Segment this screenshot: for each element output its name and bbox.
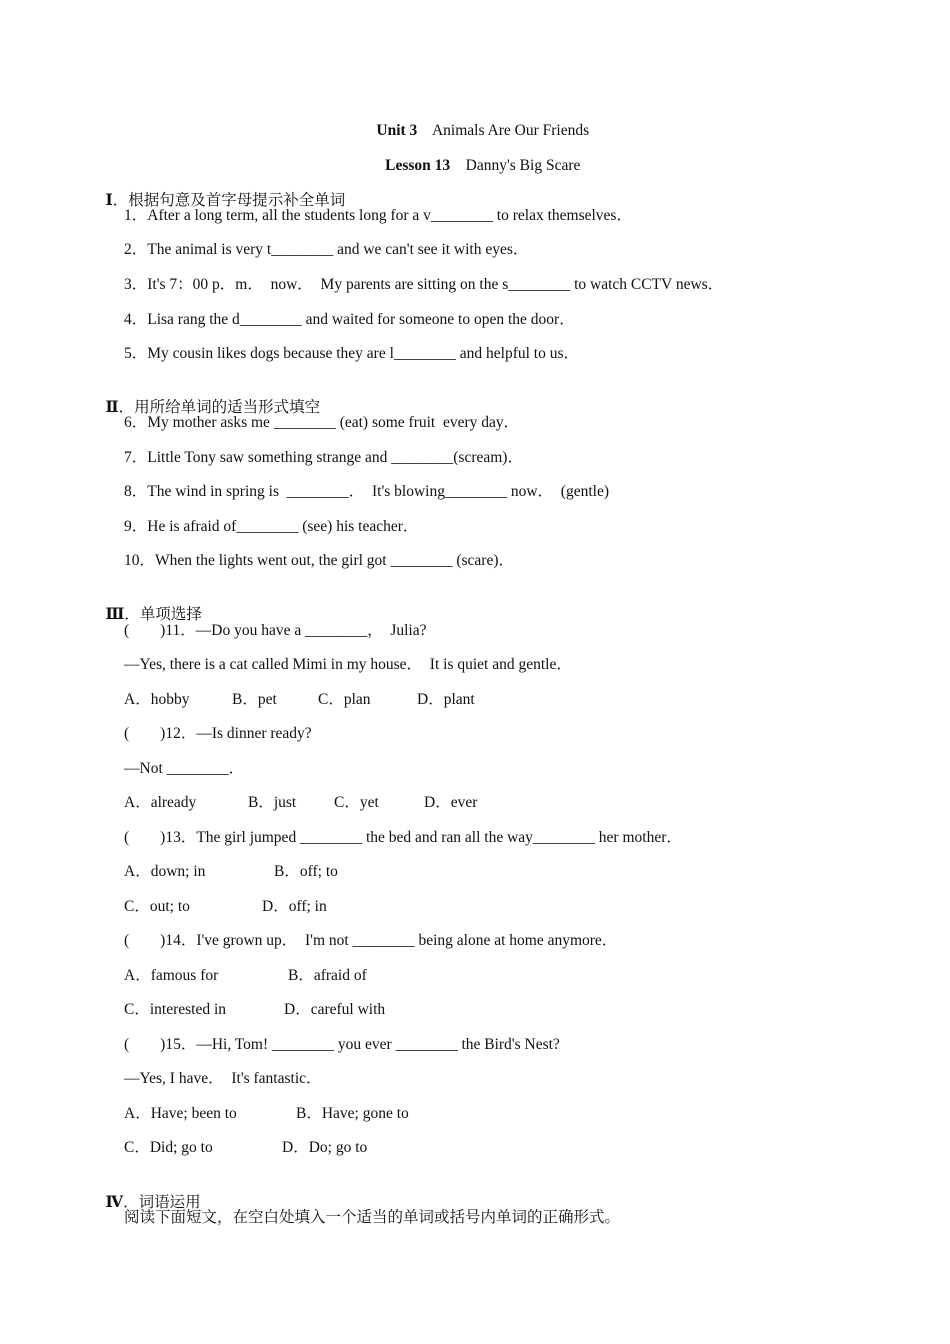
- question-11-stem: ( )11．—Do you have a ________， Julia?: [124, 622, 427, 639]
- unit-label: Unit 3: [376, 122, 418, 139]
- question-3: 3．It's 7：00 p．m． now． My parents are sitting on the s________ to watch CCTV news．: [124, 276, 724, 293]
- section-2-numeral: Ⅱ: [105, 399, 119, 416]
- question-11-option-b: B．pet: [232, 691, 277, 708]
- question-13-option-b: B．off; to: [274, 863, 338, 880]
- section-2-heading: Ⅱ．用所给单词的适当形式填空: [105, 399, 321, 416]
- section-3-title: 单项选择: [139, 606, 202, 623]
- question-12-option-d: D．ever: [424, 794, 478, 811]
- question-15-option-b: B．Have; gone to: [296, 1105, 409, 1122]
- question-15-option-a: A．Have; been to: [124, 1105, 237, 1122]
- question-13-stem: ( )13．The girl jumped ________ the bed and ran all the way________ her mother．: [124, 829, 682, 846]
- question-12-reply: —Not ________．: [124, 760, 245, 777]
- question-12-option-c: C．yet: [334, 794, 379, 811]
- lesson-title: Danny's Big Scare: [465, 157, 581, 174]
- question-14-stem: ( )14．I've grown up． I'm not ________ being alone at home anymore．: [124, 932, 618, 949]
- question-14-option-d: D．careful with: [284, 1001, 386, 1018]
- question-14-option-c: C．interested in: [124, 1001, 227, 1018]
- question-11-option-d: D．plant: [417, 691, 475, 708]
- question-11-reply: —Yes, there is a cat called Mimi in my house． It is quiet and gentle．: [124, 656, 572, 673]
- question-13-option-d: D．off; in: [262, 898, 327, 915]
- section-1-numeral: Ⅰ: [105, 192, 113, 209]
- section-4-heading: Ⅳ．词语运用: [105, 1194, 201, 1211]
- question-6: 6．My mother asks me ________ (eat) some fruit every day．: [124, 414, 520, 431]
- section-3-heading: Ⅲ．单项选择: [105, 606, 202, 623]
- question-13-option-c: C．out; to: [124, 898, 190, 915]
- question-11-option-c: C．plan: [318, 691, 371, 708]
- question-15-option-d: D．Do; go to: [282, 1139, 368, 1156]
- question-4: 4．Lisa rang the d________ and waited for someone to open the door．: [124, 311, 575, 328]
- question-14-option-b: B．afraid of: [288, 967, 367, 984]
- section-4-title: 词语运用: [138, 1194, 201, 1211]
- question-14-option-a: A．famous for: [124, 967, 219, 984]
- question-12-option-a: A．already: [124, 794, 197, 811]
- section-4-numeral: Ⅳ: [105, 1194, 124, 1211]
- question-15-stem: ( )15．—Hi, Tom! ________ you ever ________ the Bird's Nest?: [124, 1036, 560, 1053]
- question-15-option-c: C．Did; go to: [124, 1139, 213, 1156]
- question-15-reply: —Yes, I have． It's fantastic．: [124, 1070, 322, 1087]
- section-4-instruction: 阅读下面短文，在空白处填入一个适当的单词或括号内单词的正确形式。: [124, 1209, 621, 1226]
- section-1-title: 根据句意及首字母提示补全单词: [128, 192, 346, 209]
- question-10: 10．When the lights went out, the girl got ________ (scare)．: [124, 552, 515, 569]
- question-12-option-b: B．just: [248, 794, 297, 811]
- question-13-option-a: A．down; in: [124, 863, 206, 880]
- lesson-label: Lesson 13: [385, 157, 451, 174]
- section-2-title: 用所给单词的适当形式填空: [134, 399, 321, 416]
- question-8: 8．The wind in spring is ________． It's blowing________ now． (gentle): [124, 483, 609, 500]
- question-1: 1．After a long term, all the students long for a v________ to relax themselves．: [124, 207, 632, 224]
- unit-title: Animals Are Our Friends: [431, 122, 590, 139]
- section-1-heading: Ⅰ．根据句意及首字母提示补全单词: [105, 192, 346, 209]
- question-5: 5．My cousin likes dogs because they are l________ and helpful to us．: [124, 345, 580, 362]
- section-3-numeral: Ⅲ: [105, 606, 125, 623]
- question-9: 9．He is afraid of________ (see) his teacher．: [124, 518, 419, 535]
- question-12-stem: ( )12．—Is dinner ready?: [124, 725, 312, 742]
- question-11-option-a: A．hobby: [124, 691, 190, 708]
- question-7: 7．Little Tony saw something strange and ________(scream)．: [124, 449, 523, 466]
- question-2: 2．The animal is very t________ and we can't see it with eyes．: [124, 241, 529, 258]
